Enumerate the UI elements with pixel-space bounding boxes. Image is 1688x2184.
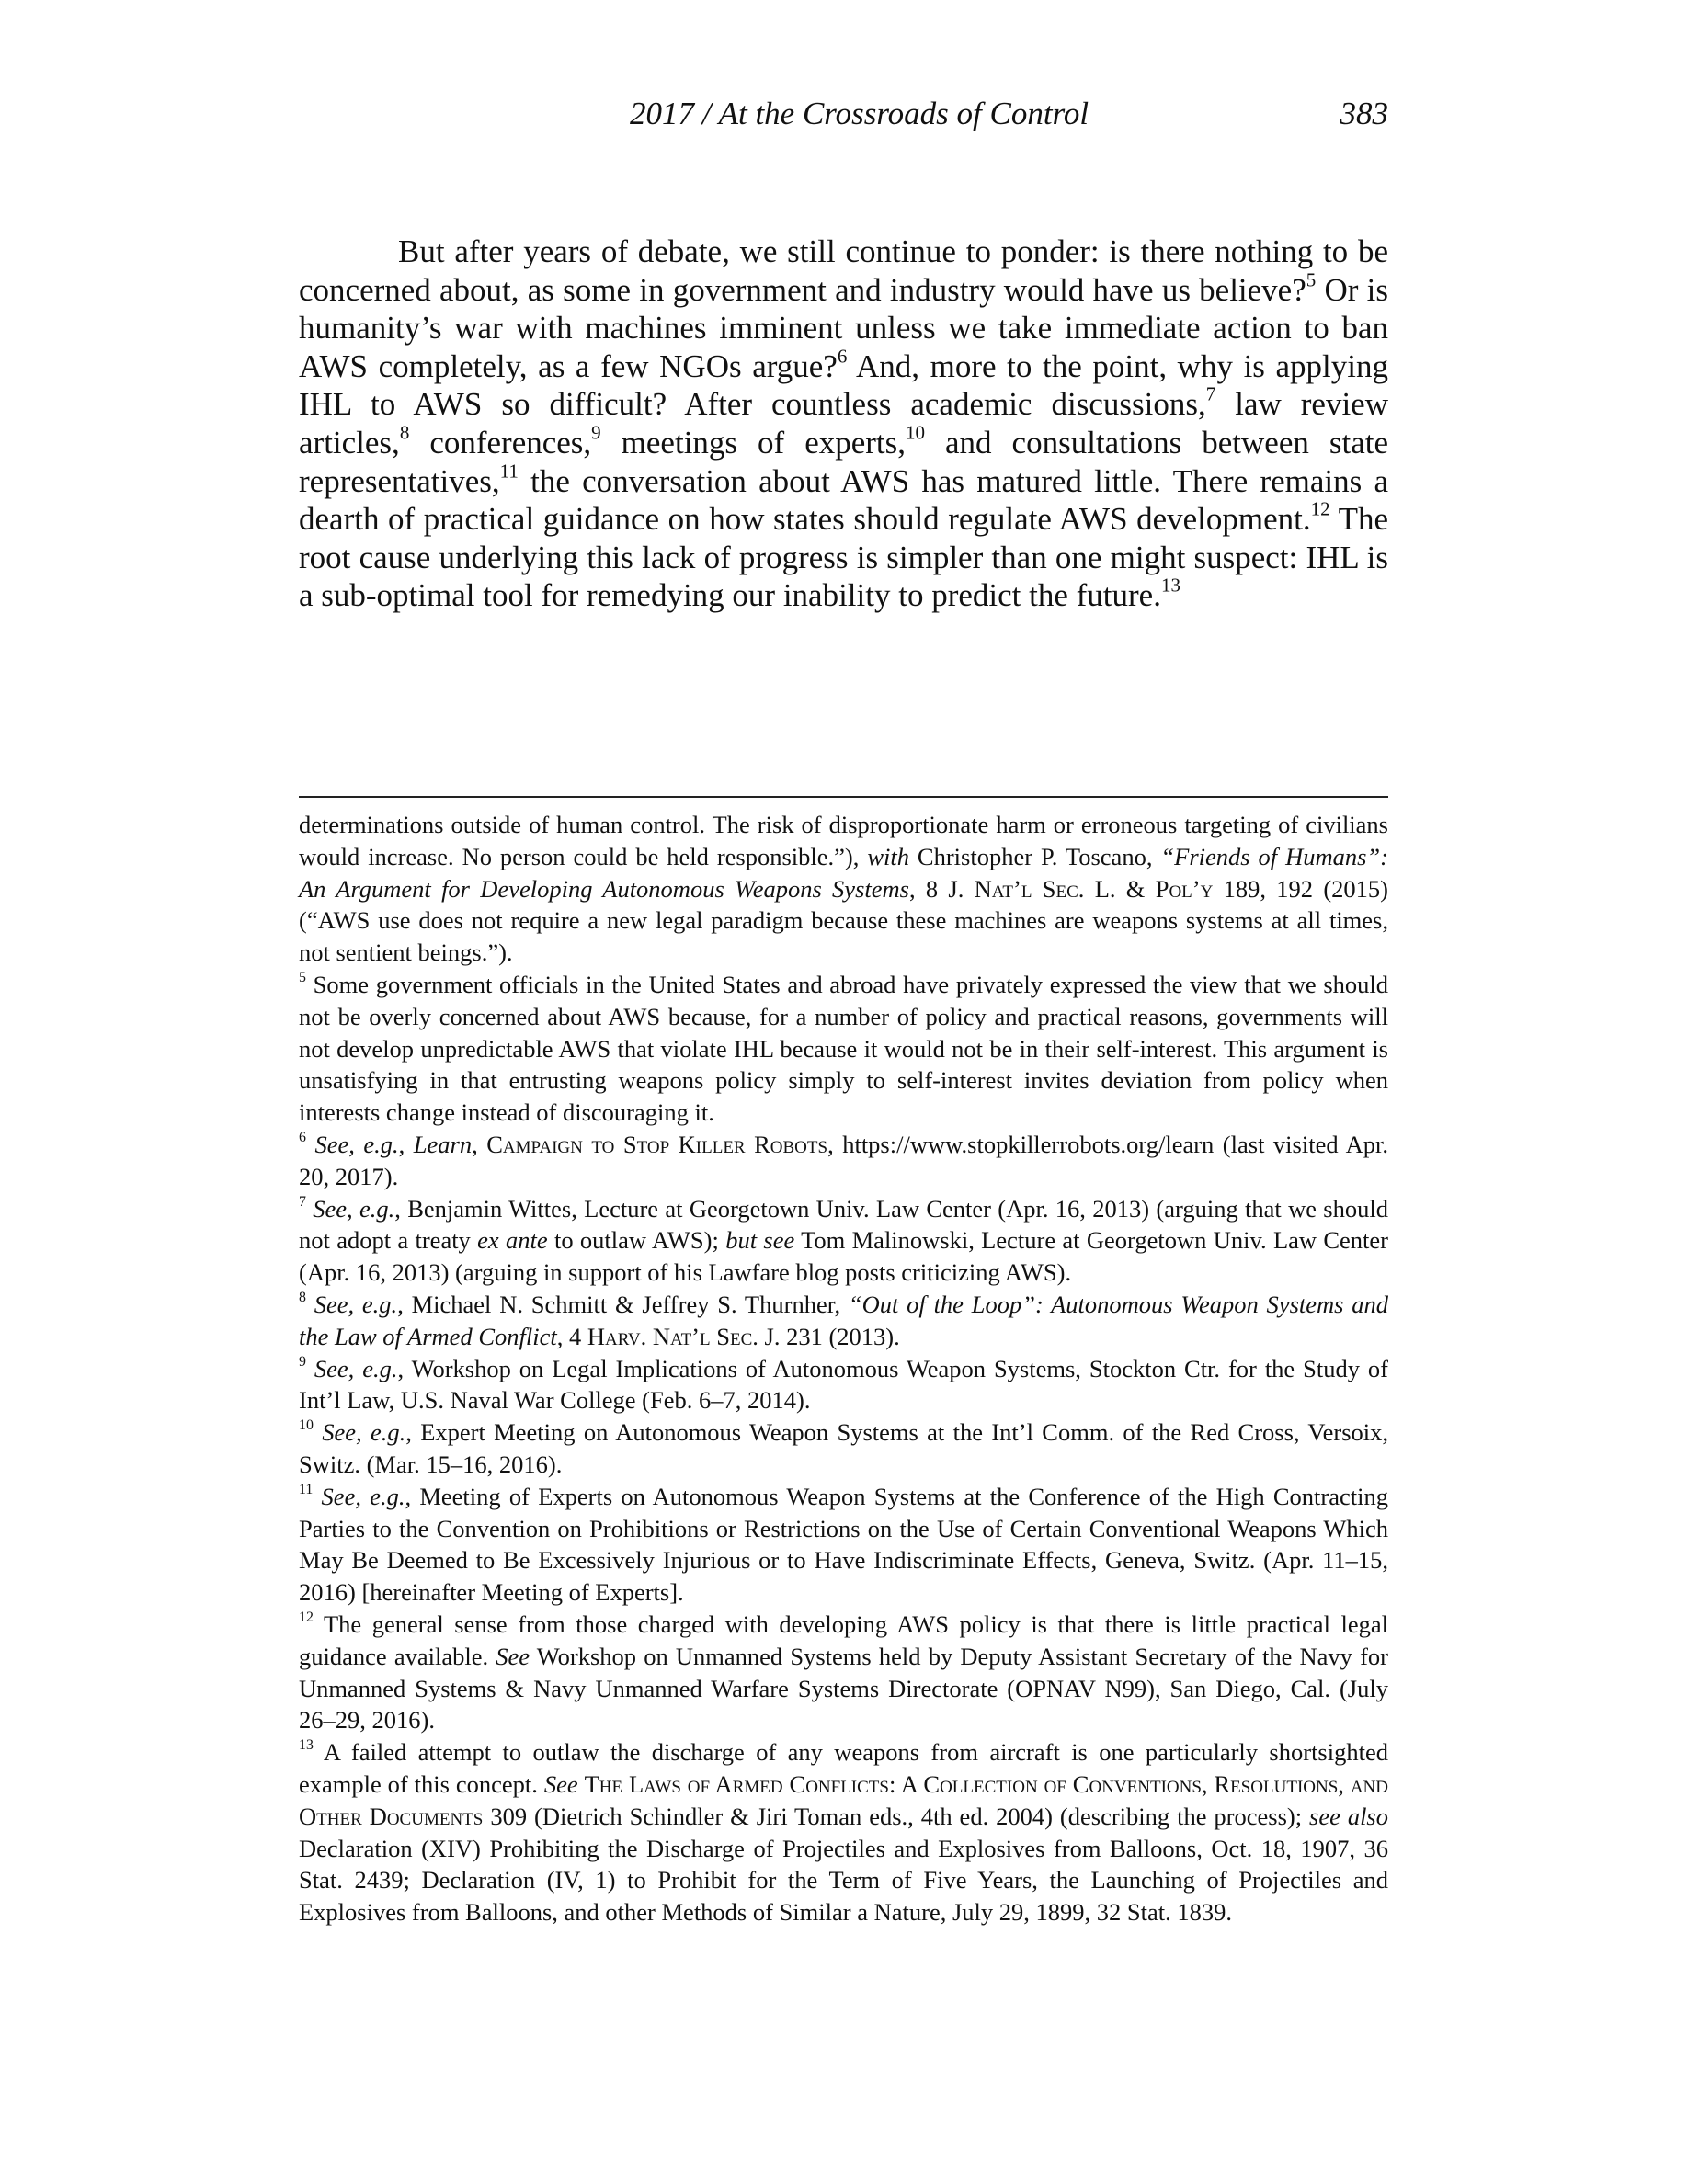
source-name: Campaign to Stop Killer Robots bbox=[486, 1130, 828, 1158]
text-run: A failed attempt to outlaw the discharge of any weapons from aircraft is one particularly shortsighted example of this concept. bbox=[299, 1738, 1388, 1798]
footnote-12 bbox=[299, 1609, 1388, 1736]
footnote-7 bbox=[299, 1193, 1388, 1289]
text-run: conferences, bbox=[409, 424, 592, 461]
footnote-13 bbox=[299, 1736, 1388, 1928]
footnote-divider bbox=[299, 796, 1388, 798]
journal-name: Nat’l Sec. bbox=[974, 874, 1085, 903]
footnote-ref-11: 11 bbox=[499, 459, 519, 482]
footnote-number: 5 bbox=[299, 970, 306, 986]
text-run: Or is humanity’s war with machines imminent unless we take immediate action to ban AWS completely, as a few NGOs argue? bbox=[299, 271, 1388, 384]
running-title: 2017 / At the Crossroads of Control bbox=[630, 96, 1089, 131]
footnote-ref-9: 9 bbox=[591, 421, 601, 444]
signal: See bbox=[496, 1642, 530, 1670]
signal: See, e.g. bbox=[305, 1130, 399, 1158]
text-run: J. 231 (2013). bbox=[758, 1322, 900, 1350]
text-run: Christopher P. Toscano, bbox=[908, 842, 1161, 870]
footnote-8 bbox=[299, 1289, 1388, 1353]
journal-name: Harv. Nat’l Sec. bbox=[587, 1322, 758, 1350]
text-run bbox=[578, 1770, 585, 1798]
main-text bbox=[299, 233, 1388, 615]
text-run: , Expert Meeting on Autonomous Weapon Systems at the Int’l Comm. of the Red Cross, Versoix, Switz. (Mar. 15–16, 2016). bbox=[299, 1418, 1388, 1478]
signal: See, e.g. bbox=[305, 1290, 398, 1318]
footnote-number: 10 bbox=[299, 1417, 314, 1434]
text-run: , Benjamin Wittes, Lecture at Georgetown Univ. Law Center (Apr. 16, 2013) (arguing that we should not adopt a treaty bbox=[299, 1194, 1388, 1255]
text-run: Tom Malinowski, Lecture at Georgetown Univ. Law Center (Apr. 16, 2013) (arguing in support of his Lawfare blog posts criticizing AWS). bbox=[299, 1226, 1389, 1287]
footnote-9 bbox=[299, 1353, 1388, 1417]
footnote-ref-12: 12 bbox=[1310, 497, 1330, 520]
footnote-number: 13 bbox=[299, 1737, 314, 1754]
text-run: 189, 192 (2015) (“AWS use does not require a new legal paradigm because these machines are weapons systems at all times, not sentient beings.”). bbox=[299, 874, 1388, 967]
text-run: But after years of debate, we still continue to ponder: is there nothing to be concerned about, as some in government and industry would have us believe? bbox=[299, 233, 1388, 308]
signal: See, e.g. bbox=[305, 1194, 395, 1223]
footnote-5 bbox=[299, 969, 1388, 1129]
footnote-number: 7 bbox=[299, 1193, 306, 1210]
text-run: L. & bbox=[1084, 874, 1156, 903]
text-run: , Meeting of Experts on Autonomous Weapon Systems at the Conference of the High Contracting Parties to the Convention on Prohibitions or Restrictions on the Use of Certain Conventional Weapons Which May Be Deemed to Be Excessively Injurious or to Have Indiscriminate Effects, Geneva, Switz. (Apr. 11–15, 2016) [hereinafter Meeting of Experts]. bbox=[299, 1482, 1388, 1607]
book-title: The Laws of Armed Conflicts: A Collection of Conventions, Resolutions, and Other Documents bbox=[299, 1769, 1389, 1830]
running-header bbox=[299, 96, 1388, 136]
signal: See bbox=[543, 1769, 578, 1798]
text-run: to outlaw AWS); bbox=[547, 1226, 726, 1255]
footnote-ref-7: 7 bbox=[1205, 382, 1216, 405]
text-run: meetings of experts, bbox=[600, 424, 907, 461]
page-number: 383 bbox=[1340, 96, 1388, 131]
signal: with bbox=[867, 842, 909, 870]
footnote-number: 8 bbox=[299, 1290, 306, 1306]
footnote-10 bbox=[299, 1416, 1388, 1481]
footnote-6 bbox=[299, 1129, 1388, 1193]
text-run: , bbox=[472, 1130, 487, 1158]
text-run: Declaration (XIV) Prohibiting the Discharge of Projectiles and Explosives from Balloons, Oct. 18, 1907, 36 Stat. 2439; Declaration (IV, 1) to Prohibit for the Term of Five Years, the Launching of Projectiles and Explosives from Balloons, and other Methods of Similar a Nature, July 29, 1899, 32 Stat. 1839. bbox=[299, 1834, 1388, 1927]
signal: See, e.g. bbox=[313, 1418, 406, 1447]
footnote-number: 12 bbox=[299, 1610, 314, 1625]
footnotes bbox=[299, 809, 1388, 1928]
text-run: The root cause underlying this lack of progress is simpler than one might suspect: IHL is a sub-optimal tool for remedying our inability to predict the future. bbox=[299, 501, 1388, 614]
text-run: law review articles, bbox=[299, 386, 1388, 461]
article-title: “Friends of Humans”: An Argument for Developing Autonomous Weapons Systems bbox=[299, 842, 1388, 903]
footnote-11 bbox=[299, 1481, 1388, 1609]
footnote-number: 6 bbox=[299, 1130, 306, 1146]
text-run: the conversation about AWS has matured little. There remains a dearth of practical guidance on how states should regulate AWS development. bbox=[299, 462, 1388, 538]
footnote-number: 9 bbox=[299, 1353, 306, 1370]
signal: See, e.g. bbox=[313, 1482, 405, 1510]
text-run: , https://www.stopkillerrobots.org/learn (last visited Apr. 20, 2017). bbox=[299, 1130, 1389, 1190]
text-run: determinations outside of human control. The risk of disproportionate harm or erroneous targeting of civilians would increase. No person could be held responsible.”), bbox=[299, 811, 1388, 870]
footnote-number: 11 bbox=[299, 1481, 314, 1497]
text-run: Workshop on Unmanned Systems held by Deputy Assistant Secretary of the Navy for Unmanned Systems & Navy Unmanned Warfare Systems Directorate (OPNAV N99), San Diego, Cal. (July 26–29, 2016). bbox=[299, 1642, 1388, 1735]
text-run: , 8 J. bbox=[908, 874, 975, 903]
text-run: , Michael N. Schmitt & Jeffrey S. Thurnher, bbox=[397, 1290, 849, 1318]
text-run: 309 (Dietrich Schindler & Jiri Toman eds., 4th ed. 2004) (describing the process); bbox=[483, 1802, 1310, 1830]
footnote-ref-5: 5 bbox=[1306, 267, 1317, 290]
footnote-ref-6: 6 bbox=[837, 345, 848, 368]
text-run: and consultations between state representatives, bbox=[299, 424, 1388, 499]
text-run: , 4 bbox=[556, 1322, 587, 1350]
text-run: Some government officials in the United States and abroad have privately expressed the view that we should not be overly concerned about AWS because, for a number of policy and practical reasons, governments will not develop unpredictable AWS that violate IHL because it would not be in their self-interest. This argument is unsatisfying in that entrusting weapons policy simply to self-interest invites deviation from policy when interests change instead of discouraging it. bbox=[299, 970, 1388, 1127]
body-paragraph bbox=[299, 233, 1388, 615]
footnote-continued bbox=[299, 809, 1388, 969]
latin-term: ex ante bbox=[477, 1226, 548, 1255]
footnote-ref-13: 13 bbox=[1160, 574, 1180, 597]
text-run: The general sense from those charged with developing AWS policy is that there is little practical legal guidance available. bbox=[299, 1610, 1388, 1670]
text-run: And, more to the point, why is applying IHL to AWS so difficult? After countless academic discussions, bbox=[299, 347, 1389, 423]
signal: but see bbox=[725, 1226, 795, 1255]
text-run: , Workshop on Legal Implications of Autonomous Weapon Systems, Stockton Ctr. for the Study of Int’l Law, U.S. Naval War College (Feb. 6–7, 2014). bbox=[299, 1354, 1388, 1415]
footnote-ref-10: 10 bbox=[906, 421, 926, 444]
page-title: Learn bbox=[413, 1130, 473, 1158]
text-run: , bbox=[398, 1130, 414, 1158]
article-title: “Out of the Loop”: Autonomous Weapon Systems and the Law of Armed Conflict bbox=[299, 1290, 1388, 1350]
footnote-ref-8: 8 bbox=[399, 421, 410, 444]
journal-name: Pol’y bbox=[1155, 874, 1214, 903]
signal: See, e.g. bbox=[305, 1354, 398, 1382]
signal: see also bbox=[1309, 1802, 1388, 1830]
